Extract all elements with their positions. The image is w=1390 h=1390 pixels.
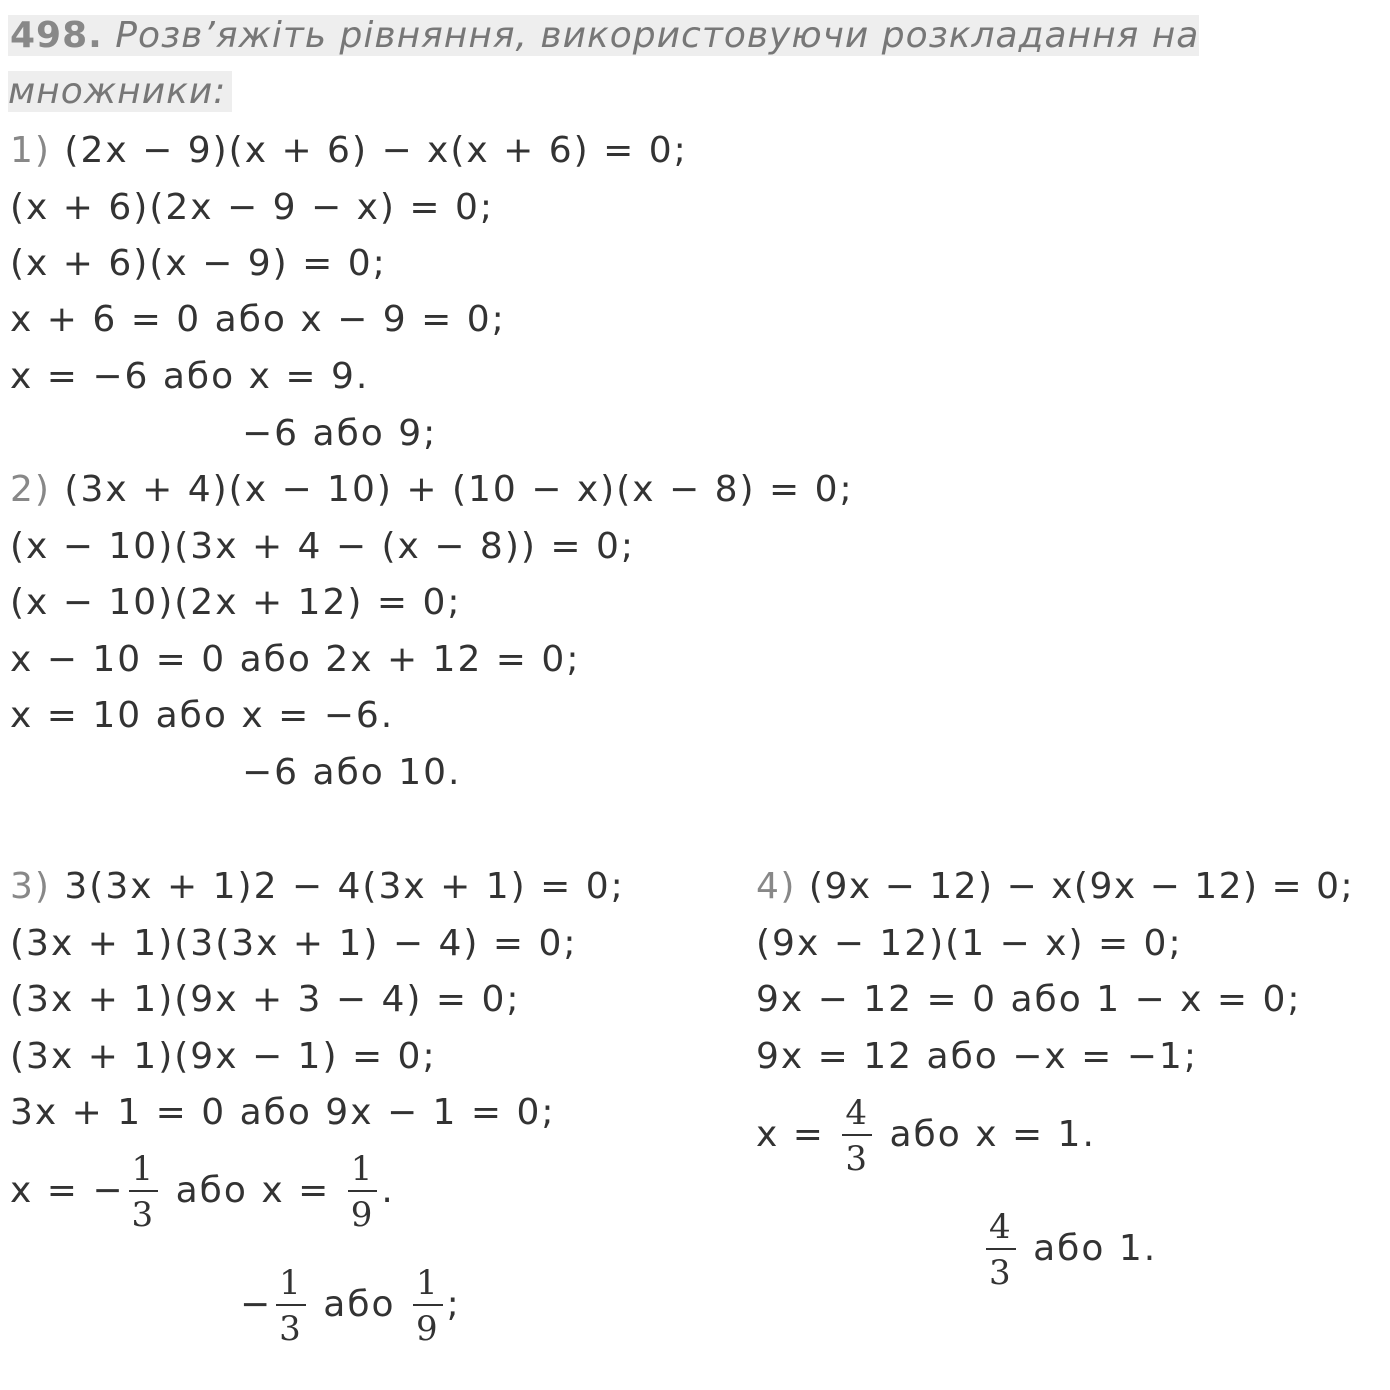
problem-2-step-2: (x − 10)(2x + 12) = 0;	[10, 582, 462, 623]
problem-4-equation: (9x − 12) − x(9x − 12) = 0;	[808, 866, 1355, 907]
problem-2-answer: −6 або 10.	[242, 752, 462, 793]
problem-3-answer-suffix: ;	[446, 1284, 461, 1325]
problem-2-step-3: x − 10 = 0 або 2x + 12 = 0;	[10, 639, 581, 680]
problem-4-statement	[756, 866, 1355, 907]
problem-3-solution	[10, 1149, 395, 1235]
problem-4-answer	[982, 1207, 1158, 1293]
problem-1-step-2: (x + 6)(x − 9) = 0;	[10, 243, 387, 284]
problem-2-step-1: (x − 10)(3x + 4 − (x − 8)) = 0;	[10, 526, 635, 567]
exercise-instruction: Розв’яжіть рівняння, використовуючи розкладання на множники:	[8, 15, 1200, 112]
problem-3-solution-suffix: .	[381, 1170, 395, 1211]
problem-3-step-2: (3x + 1)(9x + 3 − 4) = 0;	[10, 979, 521, 1020]
fraction-denominator: 9	[350, 1195, 375, 1235]
fraction-denominator: 3	[989, 1253, 1013, 1293]
fraction-one-third	[276, 1263, 306, 1349]
problem-1-label: 1)	[10, 130, 51, 171]
fraction-one-third	[129, 1149, 159, 1235]
problem-3-solution-middle: або x =	[175, 1170, 331, 1211]
problem-4-solution	[756, 1093, 1096, 1179]
problem-4-step-3: 9x = 12 або −x = −1;	[756, 1036, 1198, 1077]
problem-2-statement	[10, 469, 854, 510]
problem-4-solution-suffix: або x = 1.	[889, 1114, 1096, 1155]
fraction-one-ninth	[348, 1149, 378, 1235]
problem-1-step-3: x + 6 = 0 або x − 9 = 0;	[10, 299, 506, 340]
problem-3-answer	[240, 1263, 461, 1349]
exercise-heading	[8, 8, 1268, 120]
exercise-number: 498.	[10, 15, 103, 56]
problem-3-answer-middle: або	[323, 1284, 396, 1325]
problem-1-equation: (2x − 9)(x + 6) − x(x + 6) = 0;	[64, 130, 688, 171]
fraction-denominator: 3	[845, 1139, 870, 1179]
fraction-one-ninth	[413, 1263, 443, 1349]
problem-3-step-3: (3x + 1)(9x − 1) = 0;	[10, 1036, 437, 1077]
problem-1-step-1: (x + 6)(2x − 9 − x) = 0;	[10, 187, 495, 228]
problem-1-statement	[10, 130, 688, 171]
problem-4-answer-suffix: або 1.	[1033, 1228, 1158, 1269]
problem-4-step-2: 9x − 12 = 0 або 1 − x = 0;	[756, 979, 1302, 1020]
problem-2-equation: (3x + 4)(x − 10) + (10 − x)(x − 8) = 0;	[64, 469, 854, 510]
fraction-numerator: 1	[348, 1152, 378, 1192]
fraction-denominator: 3	[279, 1309, 303, 1349]
problem-3-answer-prefix: −	[240, 1284, 273, 1325]
problem-4-solution-prefix: x =	[756, 1114, 825, 1155]
problem-3-equation: 3(3x + 1)2 − 4(3x + 1) = 0;	[64, 866, 625, 907]
fraction-numerator: 1	[129, 1152, 159, 1192]
problem-2-label: 2)	[10, 469, 51, 510]
fraction-four-thirds	[986, 1207, 1016, 1293]
fraction-denominator: 9	[416, 1309, 440, 1349]
problem-3-step-1: (3x + 1)(3(3x + 1) − 4) = 0;	[10, 923, 578, 964]
fraction-numerator: 4	[842, 1096, 872, 1136]
problem-2-step-4: x = 10 або x = −6.	[10, 695, 395, 736]
problem-3-statement	[10, 866, 625, 907]
problem-3-label: 3)	[10, 866, 51, 907]
problem-3-step-4: 3x + 1 = 0 або 9x − 1 = 0;	[10, 1092, 556, 1133]
fraction-numerator: 1	[413, 1266, 443, 1306]
problem-1-answer: −6 або 9;	[242, 413, 438, 454]
fraction-numerator: 1	[276, 1266, 306, 1306]
problem-3-solution-prefix: x = −	[10, 1170, 125, 1211]
fraction-numerator: 4	[986, 1210, 1016, 1250]
problem-4-label: 4)	[756, 866, 796, 907]
fraction-four-thirds	[842, 1093, 872, 1179]
fraction-denominator: 3	[131, 1195, 156, 1235]
problem-4-step-1: (9x − 12)(1 − x) = 0;	[756, 923, 1183, 964]
problem-1-step-4: x = −6 або x = 9.	[10, 356, 370, 397]
